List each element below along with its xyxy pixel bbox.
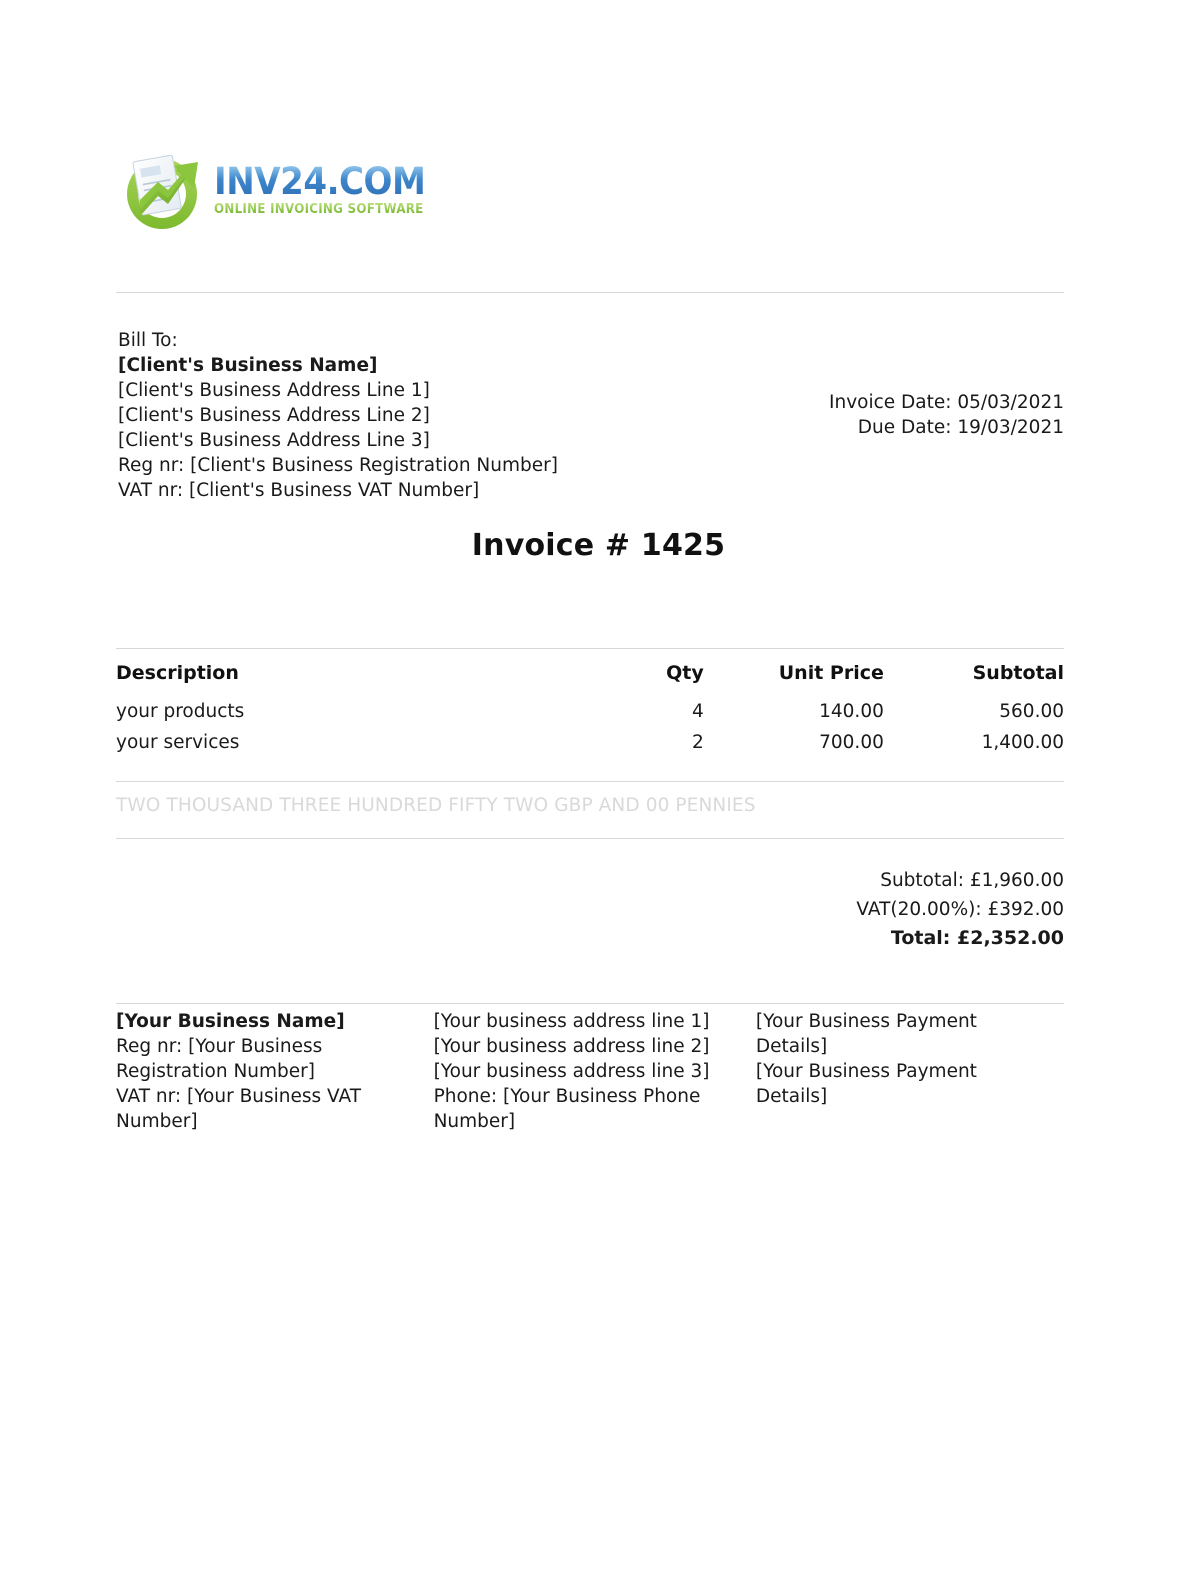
line-items-table <box>116 662 1064 758</box>
cell-unit-price: 140.00 <box>819 701 884 722</box>
table-row <box>116 696 1064 727</box>
cell-qty: 2 <box>691 732 704 753</box>
page-title: Invoice # 1425 <box>471 528 726 563</box>
bill-to-label: Bill To: <box>118 330 178 351</box>
logo-title: INV24.COM <box>214 163 433 200</box>
cell-qty: 4 <box>691 701 704 722</box>
invoice-dates-block <box>829 390 1064 440</box>
footer-address-column <box>434 1009 756 1134</box>
cell-description: your products <box>116 701 245 722</box>
due-date: Due Date: 19/03/2021 <box>857 417 1064 438</box>
client-address-line-1: [Client's Business Address Line 1] <box>118 380 430 401</box>
payment-details-line-1: [Your Business Payment Details] <box>755 1011 977 1057</box>
client-registration-number: Reg nr: [Client's Business Registration Number] <box>118 455 558 476</box>
header-divider <box>116 292 1064 293</box>
payment-details-line-2: [Your Business Payment Details] <box>755 1061 977 1107</box>
table-header-row <box>116 662 1064 696</box>
column-header-description: Description <box>116 662 239 684</box>
amount-in-words: TWO THOUSAND THREE HUNDRED FIFTY TWO GBP AND 00 PENNIES <box>116 795 756 816</box>
your-address-line-2: [Your business address line 2] <box>433 1036 710 1057</box>
your-business-name: [Your Business Name] <box>116 1011 345 1032</box>
your-registration-number: Reg nr: [Your Business Registration Number] <box>116 1036 323 1082</box>
your-address-line-3: [Your business address line 3] <box>433 1061 710 1082</box>
your-vat-number: VAT nr: [Your Business VAT Number] <box>116 1086 362 1132</box>
totals-block <box>856 866 1064 953</box>
footer-block <box>116 1009 1064 1134</box>
table-bottom-divider <box>116 781 1064 782</box>
client-address-line-3: [Client's Business Address Line 3] <box>118 430 430 451</box>
invoice-growth-chart-logo-icon <box>116 144 208 236</box>
footer-business-column <box>116 1009 434 1134</box>
cell-description: your services <box>116 732 240 753</box>
your-address-line-1: [Your business address line 1] <box>433 1011 710 1032</box>
words-bottom-divider <box>116 838 1064 839</box>
vat-amount: VAT(20.00%): £392.00 <box>856 899 1064 920</box>
client-address-line-2: [Client's Business Address Line 2] <box>118 405 430 426</box>
cell-subtotal: 560.00 <box>999 701 1064 722</box>
your-phone-number: Phone: [Your Business Phone Number] <box>433 1086 701 1132</box>
subtotal-amount: Subtotal: £1,960.00 <box>880 870 1064 891</box>
footer-payment-column <box>756 1009 1064 1134</box>
column-header-qty: Qty <box>666 662 704 684</box>
client-vat-number: VAT nr: [Client's Business VAT Number] <box>118 480 480 501</box>
footer-divider <box>116 1003 1064 1004</box>
total-amount: Total: £2,352.00 <box>890 927 1064 949</box>
cell-subtotal: 1,400.00 <box>981 732 1064 753</box>
table-row <box>116 727 1064 758</box>
table-top-divider <box>116 648 1064 649</box>
cell-unit-price: 700.00 <box>819 732 884 753</box>
invoice-date: Invoice Date: 05/03/2021 <box>829 392 1064 413</box>
logo-tagline: ONLINE INVOICING SOFTWARE <box>214 201 424 218</box>
column-header-unit-price: Unit Price <box>778 662 884 684</box>
company-logo <box>116 142 452 238</box>
bill-to-block <box>118 328 558 503</box>
column-header-subtotal: Subtotal <box>972 662 1064 684</box>
client-business-name: [Client's Business Name] <box>118 355 378 376</box>
